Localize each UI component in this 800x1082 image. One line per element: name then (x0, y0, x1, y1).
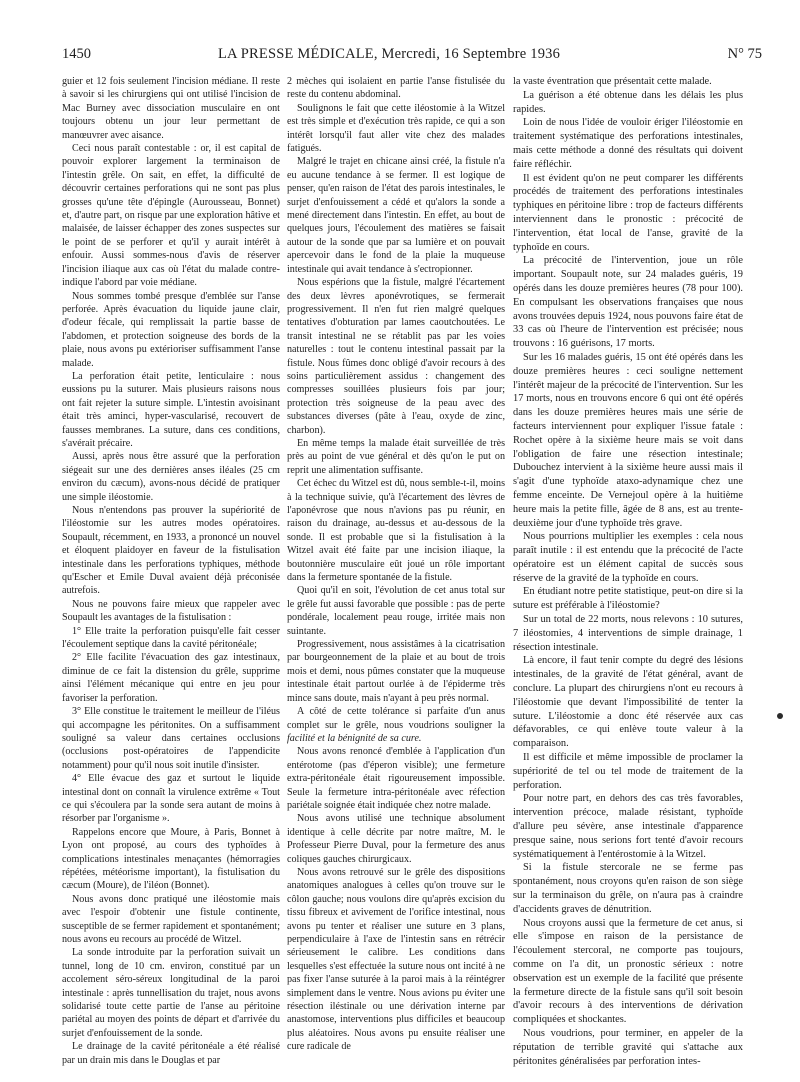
column-right (513, 75, 743, 1068)
paragraph-text: A côté de cette tolérance si parfaite d'un anus complet sur le grêle, nous voudrions souligner la (287, 706, 505, 731)
paragraph: Cet échec du Witzel est dû, nous semble-t-il, moins à la technique suivie, qu'à l'écartement des lèvres de l'aponévrose que nous n'avions pas pu réunir, en raison du drainage, au-dessus et au-dessous de la sonde. Il est probable que si la fistulisation à la Witzel avait été faite par une incision iliaque, la boutonnière musculaire eût joué un rôle important dans la fermeture spontanée de la fistule. (287, 478, 505, 584)
paragraph: Nous avons utilisé une technique absolument identique à celle décrite par notre maître, M. le Professeur Pierre Duval, pour la fermeture des anus coliques gauches chirurgicaux. (287, 813, 505, 865)
paragraph: Soulignons le fait que cette iléostomie à la Witzel est très simple et d'exécution très rapide, ce qui a son intérêt lorsqu'il faut aller vite chez des malades fatigués. (287, 102, 505, 155)
page-number: 1450 (62, 46, 91, 62)
list-item: 3° Elle constitue le traitement le meilleur de l'iléus qui accompagne les péritonites. On a suffisamment souligné sa valeur dans certaines occlusions (occlusions post-opératoires de l'appendicite notamment) pour qu'il nous soit inutile d'insister. (62, 706, 280, 771)
paragraph: Pour notre part, en dehors des cas très favorables, intervention précoce, malade résistant, typhoïde d'allure peu sévère, anse intestinale d'apparence presque saine, nous serions fort tenté d'avoir recours systématiquement à l'entérostomie à la Witzel. (513, 793, 743, 860)
page-header (62, 43, 762, 65)
paragraph: guier et 12 fois seulement l'incision médiane. Il reste à savoir si les chirurgiens qui ont utilisé l'incision de Mac Burney avec dissociation musculaire en ont toujours obtenu un jour leur permettant de manœuvrer avec aisance. (62, 76, 280, 141)
paragraph: Quoi qu'il en soit, l'évolution de cet anus total sur le grêle fut aussi favorable que possible : pas de perte pondérale, localement peau rouge, irritée mais non suintante. (287, 585, 505, 637)
paragraph: Nous ne pouvons faire mieux que rappeler avec Soupault les avantages de la fistulisation : (62, 598, 280, 624)
paragraph (287, 705, 505, 745)
paragraph: Nous croyons aussi que la fermeture de cet anus, si elle s'impose en raison de la persistance de l'écoulement stercoral, ne comporte pas toujours, comme on l'a dit, un pronostic sérieux : notre observation est un exemple de la facilité que présente la fermeture directe de la fistule sans qu'il soit besoin d'avoir recours à des interventions de dérivation compliquées et shockantes. (513, 917, 743, 1026)
paragraph: En même temps la malade était surveillée de très près au point de vue général et dès qu'on le put on reprit une alimentation suffisante. (287, 437, 505, 476)
paragraph: Nous n'entendons pas prouver la supériorité de l'iléostomie sur les autres modes opératoires. Soupault, récemment, en 1933, a prononcé un nouvel et éloquent plaidoyer en faveur de la fistulisation intestinale dans les perforations typhiques, méthode qu'Escher et Emile Duval avaient déjà préconisée autrefois. (62, 505, 280, 597)
margin-dot (777, 713, 783, 719)
paragraph: La sonde introduite par la perforation suivait un tunnel, long de 10 cm. environ, constitué par un accolement séro-séreux longitudinal de la paroi intestinale : après tunnellisation du trajet, nous avons solidarisé toute cette partie de l'anse au péritoine pariétal au moyen des points de départ et d'arrivée du surjet d'enfouissement de la sonde. (62, 947, 280, 1039)
paragraph: Aussi, après nous être assuré que la perforation siégeait sur une des dernières anses iléales (25 cm environ du cæcum), avons-nous décidé de pratiquer une simple iléostomie. (62, 451, 280, 503)
emphasis: facilité et la bénignité de sa cure. (287, 732, 422, 744)
list-item: 1° Elle traite la perforation puisqu'elle fait cesser l'écoulement septique dans la cavité péritonéale; (62, 625, 280, 651)
paragraph: Il est évident qu'on ne peut comparer les différents procédés de traitement des perforations intestinales typhiques en péritoine libre : trop de facteurs différents interviennent dans le pronostic : précocité de l'intervention, état local de l'anse, gravité de la typhoïde en cours. (513, 172, 743, 253)
paragraph: En étudiant notre petite statistique, peut-on dire si la suture est préférable à l'iléostomie? (513, 586, 743, 612)
paragraph: Le drainage de la cavité péritonéale a été réalisé par un drain mis dans le Douglas et par (62, 1041, 280, 1066)
paragraph: Nous avons retrouvé sur le grêle des dispositions anatomiques analogues à celles qu'on trouve sur le côlon gauche; nous voulons dire qu'après excision du tissu fibreux et avivement de l'orifice intestinal, nous avons pu tenter et réaliser une suture en 3 plans, perpendiculaire à l'axe de l'intestin sans en rétrécir sérieusement le calibre. Les conditions dans lesquelles s'est effectuée la suture nous ont incité à ne pas fixer l'anse suturée à la paroi mais à la réintégrer simplement dans le ventre. Nous avions pu éviter une résection iléstinale ou une dérivation interne par anastomose, interventions plus difficiles et beaucoup plus aléatoires. Nous avons pu ensuite réaliser une cure radicale de (287, 866, 505, 1053)
paragraph: La guérison a été obtenue dans les délais les plus rapides. (513, 89, 743, 115)
column-left (62, 75, 280, 1067)
paragraph: Il est difficile et même impossible de proclamer la supériorité de tel ou tel mode de traitement de la perforation. (513, 752, 743, 791)
issue-number: N° 75 (727, 46, 762, 62)
journal-title: LA PRESSE MÉDICALE, Mercredi, 16 Septembre 1936 (218, 46, 561, 62)
paragraph: La perforation était petite, lenticulaire : nous eussions pu la suturer. Mais plusieurs raisons nous ont fait rejeter la suture simple. L'intestin avoisinant était très aminci, hyper-vascularisé, recouvert de fausses membranes. La suture, dans ces conditions, s'avérait précaire. (62, 370, 280, 449)
paragraph: Sur un total de 22 morts, nous relevons : 10 sutures, 7 iléostomies, 4 interventions de simple drainage, 1 résection intestinale. (513, 614, 743, 653)
paragraph: Là encore, il faut tenir compte du degré des lésions intestinales, de la gravité de l'état général, avant de conclure. La plupart des chirurgiens n'ont eu recours à l'iléostomie que devant l'impossibilité de tenter la suture. L'iléostomie a donc été réservée aux cas défavorables, ce qui enlève toute valeur à la comparaison. (513, 655, 743, 750)
paragraph: Nous sommes tombé presque d'emblée sur l'anse perforée. Après évacuation du liquide jaune clair, d'odeur fécale, qui remplissait la partie basse de l'abdomen, et protection soigneuse des bords de la plaie, nous avons pu extérioriser suffisamment l'anse malade. (62, 290, 280, 369)
paragraph: Malgré le trajet en chicane ainsi créé, la fistule n'a eu aucune tendance à se fermer. Il est logique de penser, qu'en raison de l'état des parois intestinales, le surjet d'enfouissement a cédé et qu'alors la sonde a mené directement dans l'intestin. En effet, au bout de quelques jours, l'écoulement des matières se faisait autour de la sonde que par sa lumière et on pouvait apercevoir dans le fond de la plaie la muqueuse intestinale qui avait tendance à s'ectropionner. (287, 156, 505, 275)
paragraph: la vaste éventration que présentait cette malade. (513, 76, 712, 87)
column-middle (287, 75, 505, 1054)
paragraph: Si la fistule stercorale ne se ferme pas spontanément, nous croyons qu'en raison de son siège sur la terminaison du grêle, on n'aura pas à craindre d'accidents graves de dénutrition. (513, 862, 743, 915)
paragraph: Sur les 16 malades guéris, 15 ont été opérés dans les douze premières heures : ceci souligne nettement l'intérêt majeur de la précocité de l'intervention. Sur les 17 morts, nous en trouvons encore 6 qui ont été opérés dans les douze premières heures mais une série de facteurs interviennent pour expliquer l'issue fatale : Rochet opère à la sixième heure mais se voit dans l'obligation de faire une résection intestinale; Dubouchez intervient à la sixième heure aussi mais il s'agit d'une typhoïde ataxo-adynamique chez une femme enceinte. De Vernejoul opère à la huitième heure mais la petite fille, âgée de 8 ans, est au trente-deuxième jour d'une typhoïde très grave. (513, 351, 743, 529)
paragraph: Progressivement, nous assistâmes à la cicatrisation par bourgeonnement de la plaie et au bout de trois mois et demi, nous pûmes constater que la muqueuse intestinale était partout ourlée à de l'épiderme très mince sans doute, mais n'ayant à peu près normal. (287, 639, 505, 704)
paragraph: Loin de nous l'idée de vouloir ériger l'iléostomie en traitement systématique des perforations intestinales, mais cette méthode a donné des résultats qui doivent faire réfléchir. (513, 117, 743, 170)
paragraph: Rappelons encore que Moure, à Paris, Bonnet à Lyon ont proposé, au cours des typhoïdes à complications intestinales menaçantes (hémorragies répétées, météorisme important), la fistulisation du cæcum (Moure), de l'iléon (Bonnet). (62, 826, 280, 892)
paragraph: Nous pourrions multiplier les exemples : cela nous paraît inutile : il est entendu que la précocité de l'acte opératoire est un élément capital de succès sous réserve de la gravité de la typhoïde en cours. (513, 531, 743, 584)
paragraph: La précocité de l'intervention, joue un rôle important. Soupault note, sur 24 malades guéris, 19 opérés dans les douze premières heures (78 pour 100). En compulsant les observations françaises que nous avons trouvées depuis 1924, nous pouvons faire état de 33 cas où l'heure de l'intervention est précisée; nous trouvons : 16 guérisons, 17 morts. (513, 255, 743, 350)
paragraph: Nous espérions que la fistule, malgré l'écartement des deux lèvres aponévrotiques, se fermerait progressivement. Il n'en fut rien malgré quelques tentatives d'obturation par lames caoutchoutées. Le transit intestinal ne se rétablit pas par les voies naturelles : tout le contenu intestinal passait par la fistule. Nous fûmes donc obligé d'avoir recours à des soins particulièrement assidus : changement des compresses souillées plusieurs fois par jour; protection très soigneuse de la peau avec des substances diverses (pâte à l'eau, oxyde de zinc, charbon). (287, 277, 505, 436)
paragraph: Nous avons renoncé d'emblée à l'application d'un entérotome (pas d'éperon visible); une fermeture extra-péritonéale était rigoureusement impossible. Seule la fermeture intra-péritonéale avec réfection pariétale soignée était indiquée chez notre malade. (287, 746, 505, 811)
paragraph: Nous avons donc pratiqué une iléostomie mais avec l'espoir d'obtenir une fistule continente, susceptible de se fermer rapidement et spontanément; nous avons eu recours au procédé de Witzel. (62, 893, 280, 945)
list-item: 2° Elle facilite l'évacuation des gaz intestinaux, diminue de ce fait la distension du grêle, supprime ainsi l'élément mécanique qui entre en jeu pour favoriser la perforation. (62, 652, 280, 704)
list-item: 4° Elle évacue des gaz et surtout le liquide intestinal dont on connaît la virulence extrême « Tout ce qui s'écoulera par la sonde sera autant de moins à résorber par l'organisme ». (62, 773, 280, 825)
paragraph: Nous voudrions, pour terminer, en appeler de la réputation de terrible gravité qui s'attache aux péritonites généralisées par perforation intes- (513, 1027, 743, 1067)
paragraph: 2 mèches qui isolaient en partie l'anse fistulisée du reste du contenu abdominal. (287, 76, 505, 101)
paragraph: Ceci nous paraît contestable : or, il est capital de pouvoir explorer largement la terminaison de l'intestin grêle. On sait, en effet, la difficulté de découvrir certaines perforations qui ne sont pas plus grosses qu'une tête d'épingle (Aurousseau, Bonnet) et, d'autre part, on risque par une exploration hâtive et malaisée, de laisser échapper des zones suspectes sur le point de se perforer et qu'il y aurait intérêt à enfouir. Aussi sommes-nous d'avis de réserver l'incision iliaque aux cas où l'état du malade contre-indique l'abord par voie médiane. (62, 143, 280, 289)
